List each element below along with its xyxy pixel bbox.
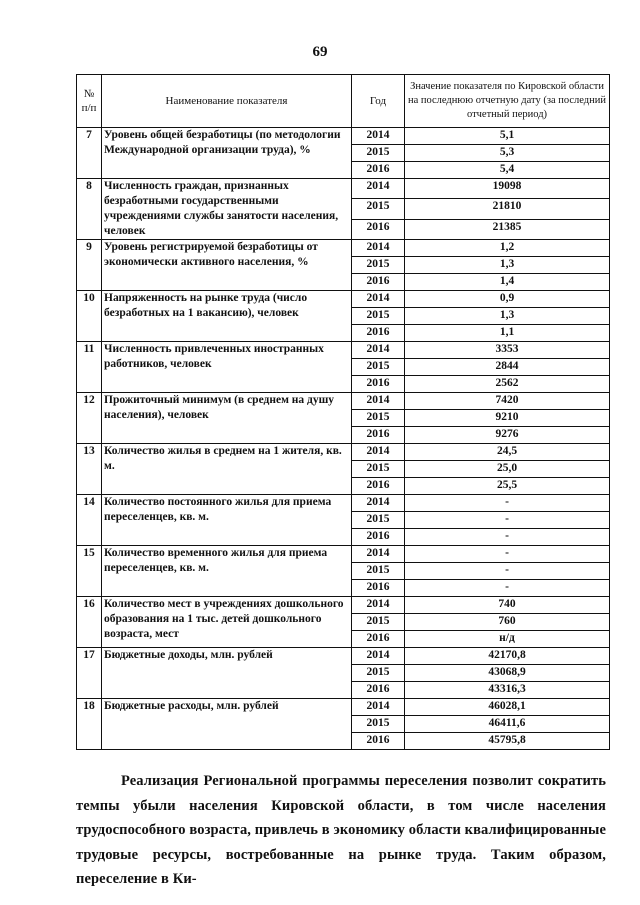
year-cell: 2014 [352,128,405,145]
value-cell: 46411,6 [405,716,610,733]
year-cell: 2014 [352,444,405,461]
body-paragraph: Реализация Региональной программы переселения позволит сократить темпы убыли населения Кировской области, в том числе населения трудоспособного возраста, привлечь в экономику области квалифицированные трудовые ресурсы, востребованные на рынке труда. Таким образом, переселение в Ки- [76,773,606,887]
year-cell: 2016 [352,162,405,179]
year-cell: 2015 [352,199,405,219]
year-cell: 2015 [352,614,405,631]
year-cell: 2014 [352,648,405,665]
value-cell: 19098 [405,179,610,199]
year-cell: 2014 [352,495,405,512]
year-cell: 2014 [352,240,405,257]
year-cell: 2016 [352,427,405,444]
row-number: 9 [77,240,102,291]
table-row [77,699,610,716]
indicator-name: Прожиточный минимум (в среднем на душу населения), человек [102,393,352,444]
indicators-table [76,74,610,750]
indicator-name: Уровень регистрируемой безработицы от экономически активного населения, % [102,240,352,291]
year-cell: 2015 [352,359,405,376]
header-num: № п/п [77,75,102,128]
year-cell: 2016 [352,733,405,750]
table-row [77,128,610,145]
year-cell: 2016 [352,376,405,393]
year-cell: 2014 [352,393,405,410]
value-cell: 9276 [405,427,610,444]
indicator-name: Бюджетные доходы, млн. рублей [102,648,352,699]
table-row [77,444,610,461]
year-cell: 2016 [352,478,405,495]
table-row [77,546,610,563]
year-cell: 2014 [352,597,405,614]
year-cell: 2014 [352,179,405,199]
year-cell: 2014 [352,546,405,563]
header-year: Год [352,75,405,128]
table-row [77,240,610,257]
row-number: 7 [77,128,102,179]
value-cell: 24,5 [405,444,610,461]
indicator-name: Количество жилья в среднем на 1 жителя, кв. м. [102,444,352,495]
year-cell: 2016 [352,274,405,291]
table-row [77,291,610,308]
table-row [77,648,610,665]
year-cell: 2015 [352,716,405,733]
value-cell: - [405,580,610,597]
year-cell: 2015 [352,563,405,580]
value-cell: - [405,495,610,512]
header-value: Значение показателя по Кировской области на последнюю отчетную дату (за последний отчетный период) [405,75,610,128]
year-cell: 2015 [352,145,405,162]
indicator-name: Количество постоянного жилья для приема переселенцев, кв. м. [102,495,352,546]
year-cell: 2016 [352,682,405,699]
indicator-name: Численность привлеченных иностранных работников, человек [102,342,352,393]
value-cell: 5,1 [405,128,610,145]
row-number: 8 [77,179,102,240]
value-cell: 42170,8 [405,648,610,665]
table-row [77,495,610,512]
year-cell: 2016 [352,529,405,546]
row-number: 17 [77,648,102,699]
value-cell: 46028,1 [405,699,610,716]
value-cell: 25,0 [405,461,610,478]
table-body [77,128,610,750]
year-cell: 2015 [352,410,405,427]
table-row [77,597,610,614]
value-cell: 21385 [405,219,610,239]
row-number: 13 [77,444,102,495]
indicator-name: Уровень общей безработицы (по методологии Международной организации труда), % [102,128,352,179]
row-number: 18 [77,699,102,750]
value-cell: 45795,8 [405,733,610,750]
year-cell: 2014 [352,699,405,716]
row-number: 11 [77,342,102,393]
row-number: 12 [77,393,102,444]
year-cell: 2016 [352,631,405,648]
value-cell: н/д [405,631,610,648]
value-cell: 43068,9 [405,665,610,682]
indicator-name: Численность граждан, признанных безработными государственными учреждениями службы занятости населения, человек [102,179,352,240]
value-cell: 1,4 [405,274,610,291]
year-cell: 2016 [352,219,405,239]
value-cell: 7420 [405,393,610,410]
indicator-name: Количество временного жилья для приема переселенцев, кв. м. [102,546,352,597]
table-row [77,393,610,410]
indicator-name: Бюджетные расходы, млн. рублей [102,699,352,750]
value-cell: 0,9 [405,291,610,308]
value-cell: 21810 [405,199,610,219]
value-cell: 2562 [405,376,610,393]
value-cell: - [405,563,610,580]
value-cell: - [405,512,610,529]
value-cell: 740 [405,597,610,614]
value-cell: 3353 [405,342,610,359]
value-cell: 25,5 [405,478,610,495]
value-cell: 1,1 [405,325,610,342]
header-name: Наименование показателя [102,75,352,128]
year-cell: 2015 [352,665,405,682]
value-cell: - [405,529,610,546]
table-row [77,179,610,199]
value-cell: 760 [405,614,610,631]
year-cell: 2015 [352,257,405,274]
row-number: 14 [77,495,102,546]
value-cell: 5,3 [405,145,610,162]
row-number: 10 [77,291,102,342]
year-cell: 2014 [352,342,405,359]
row-number: 15 [77,546,102,597]
value-cell: 2844 [405,359,610,376]
value-cell: 9210 [405,410,610,427]
value-cell: 1,3 [405,257,610,274]
value-cell: - [405,546,610,563]
year-cell: 2014 [352,291,405,308]
value-cell: 5,4 [405,162,610,179]
year-cell: 2016 [352,580,405,597]
value-cell: 1,2 [405,240,610,257]
indicator-name: Напряженность на рынке труда (число безработных на 1 вакансию), человек [102,291,352,342]
year-cell: 2015 [352,461,405,478]
value-cell: 1,3 [405,308,610,325]
row-number: 16 [77,597,102,648]
table-row [77,342,610,359]
year-cell: 2015 [352,308,405,325]
table-header-row [77,75,610,128]
year-cell: 2016 [352,325,405,342]
indicator-name: Количество мест в учреждениях дошкольного образования на 1 тыс. детей дошкольного возраста, мест [102,597,352,648]
year-cell: 2015 [352,512,405,529]
page-number: 69 [312,44,328,60]
value-cell: 43316,3 [405,682,610,699]
